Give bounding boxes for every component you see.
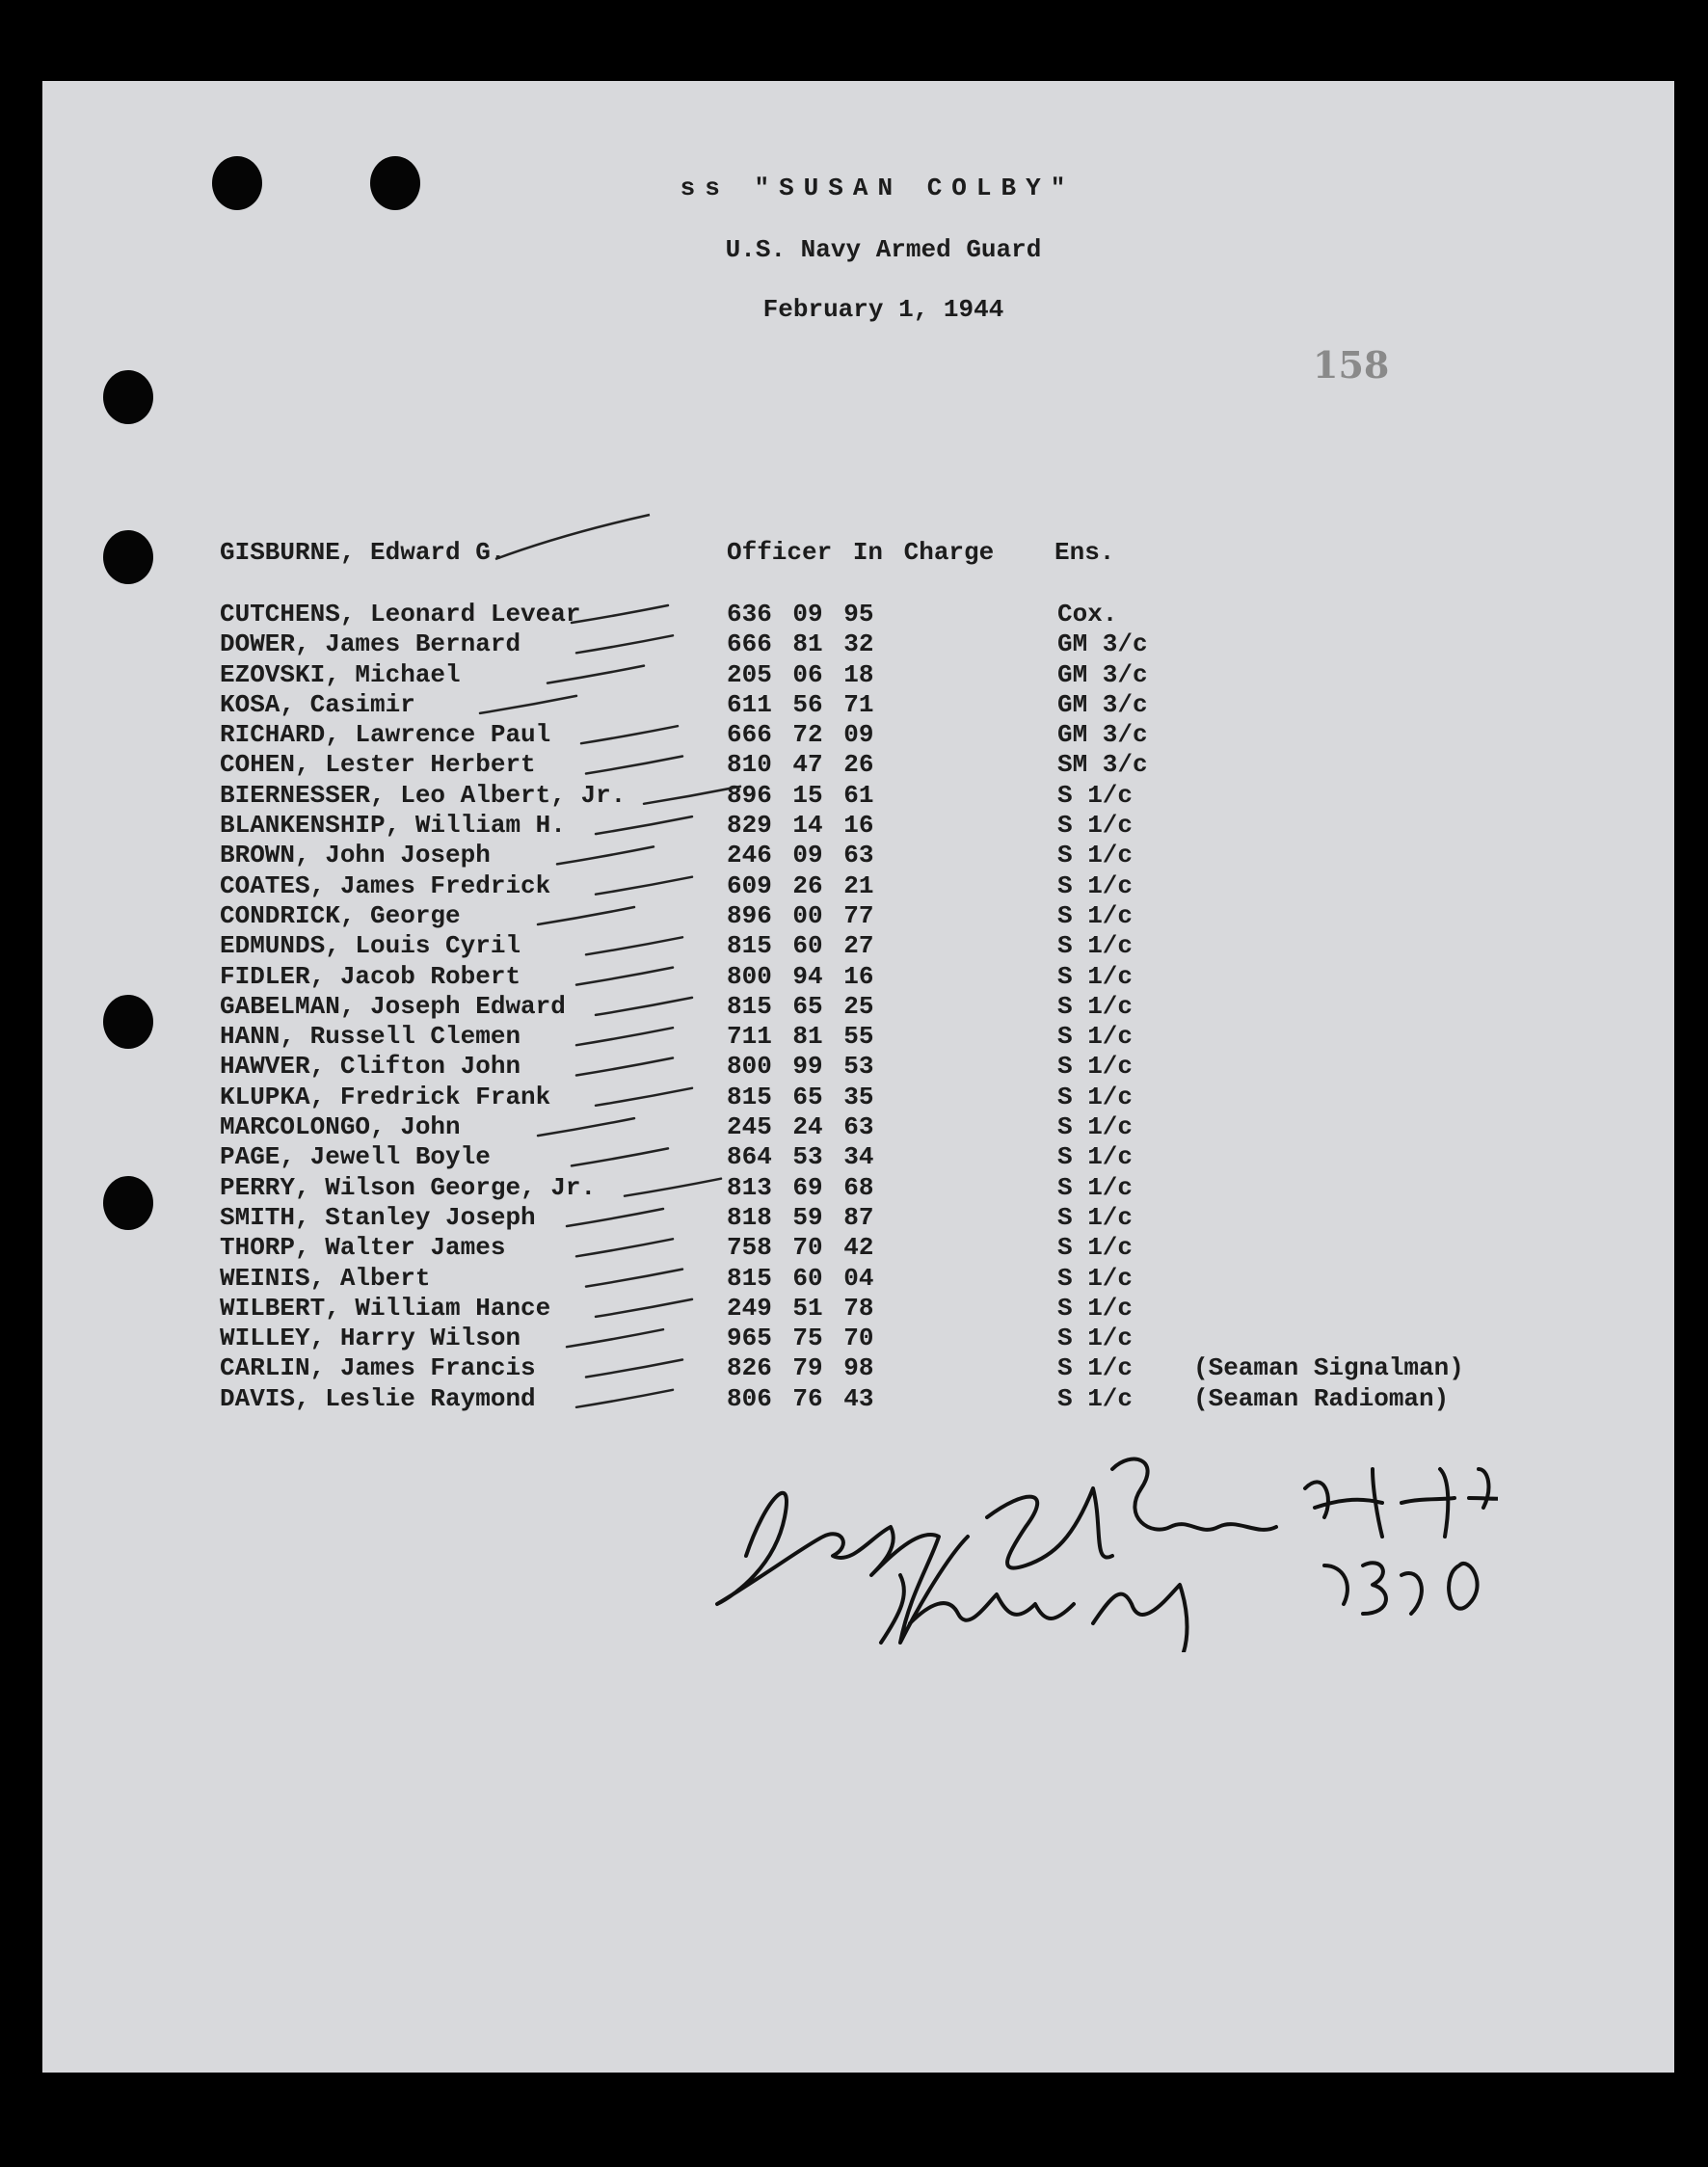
service-number: 806 76 43 xyxy=(727,1383,874,1413)
crew-name: COATES, James Fredrick xyxy=(220,870,551,900)
table-row xyxy=(220,811,1473,841)
crew-name: WILLEY, Harry Wilson xyxy=(220,1324,521,1353)
crew-rate: S 1/c xyxy=(1057,1172,1134,1202)
crew-rate: S 1/c xyxy=(1057,1293,1134,1323)
crew-rate: S 1/c xyxy=(1057,1022,1134,1052)
table-row xyxy=(220,1083,1473,1112)
crew-rate: S 1/c xyxy=(1057,1263,1134,1293)
crew-name: FIDLER, Jacob Robert xyxy=(220,961,521,991)
table-row xyxy=(220,962,1473,992)
table-row xyxy=(220,901,1473,931)
service-number: 636 09 95 xyxy=(727,600,874,629)
service-number: 666 81 32 xyxy=(727,629,874,659)
service-number: 829 14 16 xyxy=(727,811,874,841)
table-row xyxy=(220,1324,1473,1353)
crew-name: DOWER, James Bernard xyxy=(220,629,521,659)
crew-rate: S 1/c xyxy=(1057,780,1134,810)
service-number: 758 70 42 xyxy=(727,1233,874,1263)
service-number: 205 06 18 xyxy=(727,659,874,689)
crew-name: GABELMAN, Joseph Edward xyxy=(220,991,566,1021)
officer-role: Officer In Charge xyxy=(727,538,995,567)
crew-note: (Seaman Radioman) xyxy=(1193,1383,1450,1413)
table-row xyxy=(220,750,1473,780)
service-number: 815 60 27 xyxy=(727,931,874,961)
crew-rate: S 1/c xyxy=(1057,1324,1134,1353)
crew-rate: S 1/c xyxy=(1057,961,1134,991)
crew-name: CONDRICK, George xyxy=(220,900,461,930)
crew-name: KLUPKA, Fredrick Frank xyxy=(220,1082,551,1111)
punch-hole xyxy=(103,530,153,584)
officer-row xyxy=(220,538,1376,573)
crew-rate: S 1/c xyxy=(1057,931,1134,961)
punch-hole xyxy=(103,370,153,424)
table-row xyxy=(220,1233,1473,1263)
crew-name: COHEN, Lester Herbert xyxy=(220,750,536,780)
crew-name: MARCOLONGO, John xyxy=(220,1112,461,1142)
service-number: 666 72 09 xyxy=(727,720,874,750)
crew-name: RICHARD, Lawrence Paul xyxy=(220,720,551,750)
table-row xyxy=(220,600,1473,629)
table-row xyxy=(220,1173,1473,1203)
document-page xyxy=(42,81,1674,2073)
service-number: 815 65 35 xyxy=(727,1082,874,1111)
service-number: 246 09 63 xyxy=(727,841,874,870)
document-date: February 1, 1944 xyxy=(762,295,1004,324)
crew-rate: S 1/c xyxy=(1057,1142,1134,1172)
crew-rate: S 1/c xyxy=(1057,900,1134,930)
officer-name: GISBURNE, Edward G. xyxy=(220,538,506,567)
punch-hole xyxy=(103,995,153,1049)
service-number: 815 60 04 xyxy=(727,1263,874,1293)
table-row xyxy=(220,1353,1473,1383)
crew-rate: S 1/c xyxy=(1057,1353,1134,1383)
service-number: 815 65 25 xyxy=(727,991,874,1021)
crew-name: HAWVER, Clifton John xyxy=(220,1052,521,1082)
crew-roster xyxy=(220,600,1473,1414)
officer-rate: Ens. xyxy=(1054,538,1115,567)
crew-rate: GM 3/c xyxy=(1057,629,1148,659)
table-row xyxy=(220,871,1473,901)
table-row xyxy=(220,1384,1473,1414)
service-number: 826 79 98 xyxy=(727,1353,874,1383)
crew-name: EZOVSKI, Michael xyxy=(220,659,461,689)
crew-rate: S 1/c xyxy=(1057,1112,1134,1142)
service-number: 896 00 77 xyxy=(727,900,874,930)
page-number: 158 xyxy=(1313,343,1390,387)
service-number: 249 51 78 xyxy=(727,1293,874,1323)
crew-note: (Seaman Signalman) xyxy=(1193,1353,1464,1383)
unit-name: U.S. Navy Armed Guard xyxy=(725,235,1042,264)
crew-name: PERRY, Wilson George, Jr. xyxy=(220,1172,597,1202)
service-number: 818 59 87 xyxy=(727,1202,874,1232)
crew-name: CARLIN, James Francis xyxy=(220,1353,536,1383)
crew-rate: S 1/c xyxy=(1057,811,1134,841)
table-row xyxy=(220,1022,1473,1052)
table-row xyxy=(220,781,1473,811)
table-row xyxy=(220,992,1473,1022)
crew-name: CUTCHENS, Leonard Levear xyxy=(220,600,581,629)
table-row xyxy=(220,1112,1473,1142)
crew-name: BLANKENSHIP, William H. xyxy=(220,811,566,841)
table-row xyxy=(220,690,1473,720)
table-row xyxy=(220,720,1473,750)
table-row xyxy=(220,1142,1473,1172)
crew-rate: S 1/c xyxy=(1057,841,1134,870)
service-number: 896 15 61 xyxy=(727,780,874,810)
table-row xyxy=(220,1203,1473,1233)
service-number: 611 56 71 xyxy=(727,689,874,719)
crew-rate: S 1/c xyxy=(1057,1383,1134,1413)
table-row xyxy=(220,841,1473,870)
crew-name: WILBERT, William Hance xyxy=(220,1293,551,1323)
crew-rate: S 1/c xyxy=(1057,870,1134,900)
crew-rate: GM 3/c xyxy=(1057,720,1148,750)
service-number: 813 69 68 xyxy=(727,1172,874,1202)
service-number: 810 47 26 xyxy=(727,750,874,780)
crew-name: WEINIS, Albert xyxy=(220,1263,431,1293)
table-row xyxy=(220,931,1473,961)
crew-rate: S 1/c xyxy=(1057,991,1134,1021)
crew-name: EDMUNDS, Louis Cyril xyxy=(220,931,521,961)
service-number: 609 26 21 xyxy=(727,870,874,900)
table-row xyxy=(220,1052,1473,1082)
crew-rate: S 1/c xyxy=(1057,1052,1134,1082)
crew-name: BIERNESSER, Leo Albert, Jr. xyxy=(220,780,627,810)
crew-rate: S 1/c xyxy=(1057,1082,1134,1111)
crew-rate: S 1/c xyxy=(1057,1202,1134,1232)
crew-name: SMITH, Stanley Joseph xyxy=(220,1202,536,1232)
crew-rate: SM 3/c xyxy=(1057,750,1148,780)
service-number: 800 99 53 xyxy=(727,1052,874,1082)
crew-name: DAVIS, Leslie Raymond xyxy=(220,1383,536,1413)
crew-rate: GM 3/c xyxy=(1057,659,1148,689)
service-number: 711 81 55 xyxy=(727,1022,874,1052)
crew-rate: S 1/c xyxy=(1057,1233,1134,1263)
service-number: 245 24 63 xyxy=(727,1112,874,1142)
table-row xyxy=(220,1294,1473,1324)
crew-name: HANN, Russell Clemen xyxy=(220,1022,521,1052)
crew-rate: GM 3/c xyxy=(1057,689,1148,719)
table-row xyxy=(220,1264,1473,1294)
service-number: 800 94 16 xyxy=(727,961,874,991)
service-number: 965 75 70 xyxy=(727,1324,874,1353)
ship-name: ss "SUSAN COLBY" xyxy=(680,174,1076,202)
table-row xyxy=(220,629,1473,659)
service-number: 864 53 34 xyxy=(727,1142,874,1172)
punch-hole xyxy=(103,1176,153,1230)
crew-name: PAGE, Jewell Boyle xyxy=(220,1142,491,1172)
crew-name: THORP, Walter James xyxy=(220,1233,506,1263)
crew-rate: Cox. xyxy=(1057,600,1118,629)
crew-name: BROWN, John Joseph xyxy=(220,841,491,870)
table-row xyxy=(220,660,1473,690)
crew-name: KOSA, Casimir xyxy=(220,689,415,719)
handwritten-signature xyxy=(707,1431,1498,1652)
